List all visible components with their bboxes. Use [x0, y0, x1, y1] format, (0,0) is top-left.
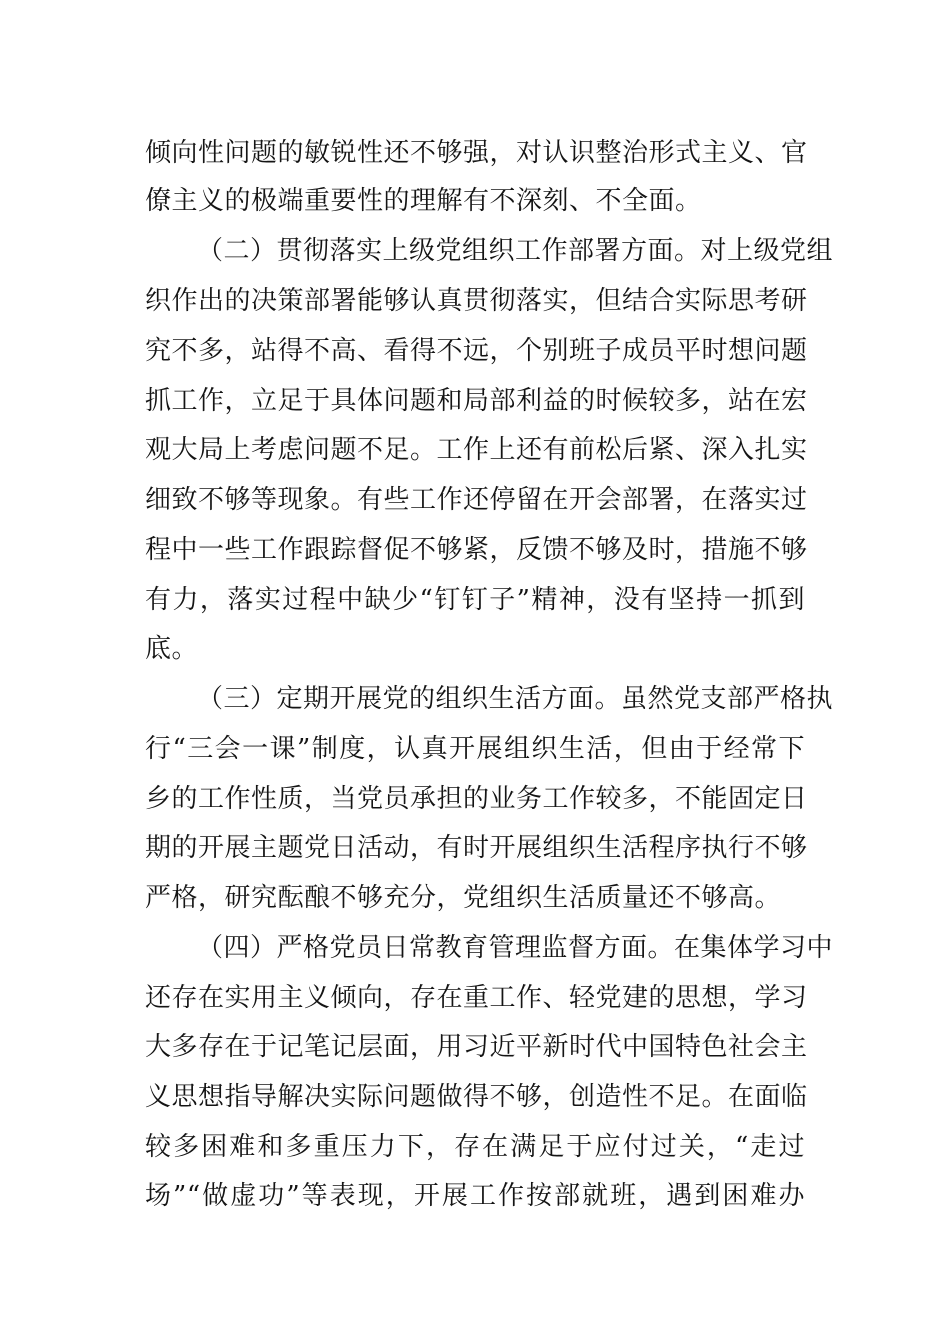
section-heading-line: （二）贯彻落实上级党组织工作部署方面。对上级党组 [197, 236, 834, 266]
text-line: 究不多，站得不高、看得不远，个别班子成员平时想问题 [145, 336, 808, 366]
text-line: 义思想指导解决实际问题做得不够，创造性不足。在面临 [145, 1082, 808, 1112]
text-line: 期的开展主题党日活动，有时开展组织生活程序执行不够 [145, 833, 808, 863]
text-line: 僚主义的极端重要性的理解有不深刻、不全面。 [145, 186, 702, 216]
section-heading-line: （四）严格党员日常教育管理监督方面。在集体学习中 [197, 933, 834, 963]
text-line: 细致不够等现象。有些工作还停留在开会部署，在落实过 [145, 485, 808, 515]
text-line: 还存在实用主义倾向，存在重工作、轻党建的思想，学习 [145, 983, 808, 1013]
text-line: 底。 [145, 634, 199, 664]
text-line: 行“三会一课”制度，认真开展组织生活，但由于经常下 [145, 734, 805, 764]
section-heading-line: （三）定期开展党的组织生活方面。虽然党支部严格执 [197, 684, 834, 714]
text-line: 大多存在于记笔记层面，用习近平新时代中国特色社会主 [145, 1032, 808, 1062]
text-line: 织作出的决策部署能够认真贯彻落实，但结合实际思考研 [145, 286, 808, 316]
text-line: 严格，研究酝酿不够充分，党组织生活质量还不够高。 [145, 883, 782, 913]
text-line: 场”“做虚功”等表现，开展工作按部就班，遇到困难办 [145, 1181, 805, 1211]
text-line: 程中一些工作跟踪督促不够紧，反馈不够及时，措施不够 [145, 535, 808, 565]
text-line: 抓工作，立足于具体问题和局部利益的时候较多，站在宏 [145, 386, 808, 416]
text-line: 有力，落实过程中缺少“钉钉子”精神，没有坚持一抓到 [145, 585, 805, 615]
text-line: 观大局上考虑问题不足。工作上还有前松后紧、深入扎实 [145, 435, 808, 465]
text-line: 倾向性问题的敏锐性还不够强，对认识整治形式主义、官 [145, 138, 808, 168]
text-line: 乡的工作性质，当党员承担的业务工作较多，不能固定日 [145, 784, 808, 814]
text-line: 较多困难和多重压力下，存在满足于应付过关，“走过 [145, 1132, 805, 1162]
